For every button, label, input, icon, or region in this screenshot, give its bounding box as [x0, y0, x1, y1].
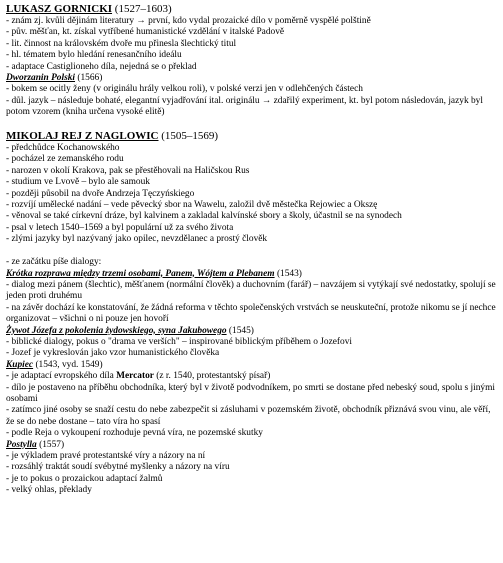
author-years: (1505–1569) — [158, 130, 219, 143]
list-item: - pův. měšťan, kt. získal vytříbené humanistické vzdělání v italské Padově — [6, 27, 285, 38]
author-years: (1527–1603) — [112, 3, 172, 15]
list-item — [6, 371, 503, 382]
list-item: - Jozef je vykreslován jako vzor humanistického člověka — [6, 348, 220, 359]
list-item: - rozvíjí umělecké nadání – vede pěvecký sbor na Wawelu, založil dvě městečka Rejowiec a Okszę — [6, 200, 378, 211]
intro-line: - ze začátku píše dialogy: — [6, 257, 102, 268]
list-item: - lit. činnost na královském dvoře mu přinesla šlechtický titul — [6, 38, 237, 49]
list-item: - důl. jazyk – následuje bohaté, elegantní vyjadřování ital. originálu → zdařilý experiment, kt. byl potom následován, jazyk byl potom vzorem (kniha určena vysoké elitě) — [6, 95, 483, 118]
list-item: - adaptace Castiglioneho díla, nejedná se o překlad — [6, 61, 197, 72]
list-item: - psal v letech 1540–1569 a byl populární už za svého života — [6, 222, 234, 233]
spacer — [6, 119, 503, 130]
list-item: - hl. tématem bylo hledání renesančního ideálu — [6, 50, 182, 61]
list-item: - biblické dialogy, pokus o "drama ve verších" – inspirované biblickým příběhem o Jozefovi — [6, 336, 353, 347]
work-heading — [6, 269, 503, 280]
work-title: Postylla — [6, 439, 37, 450]
list-item: - rozsáhlý traktát soudí svébytné myšlenky a názory na víru — [6, 462, 230, 473]
work-year: (1545) — [226, 325, 254, 336]
list-item: - dialog mezi pánem (šlechtic), měšťanem (normální člověk) a duchovním (farář) – navzájem si vytýkají své nedostatky, spolují se jeden proti druhému — [6, 279, 496, 302]
list-item: - znám zj. kvůli dějinám literatury → první, kdo vydal prozaické dílo v poměrně vyspělé polštině — [6, 16, 371, 26]
list-item: - bokem se ocitly ženy (v originálu hrály velkou roli), v polské verzi jen v odlehčených částech — [6, 84, 363, 95]
list-item: - později působil na dvoře Andrzeja Tęczyńskiego — [6, 188, 195, 199]
author-name: MIKOLAJ REJ Z NAGLOWIC — [6, 130, 159, 143]
work-heading — [6, 440, 503, 451]
list-item: - studium ve Lvově – bylo ale samouk — [6, 177, 150, 188]
list-item: - podle Reja o vykoupení rozhoduje pevná víra, ne pozemské skutky — [6, 428, 263, 439]
work-heading — [6, 73, 503, 84]
list-item: - předchůdce Kochanowského — [6, 143, 120, 154]
text-fragment: - je adaptací evropského díla — [6, 371, 117, 382]
list-item: - dílo je postaveno na příběhu obchodníka, který byl v životě podvodníkem, po smrti se dostane před nebeský soud, spolu s jinými osobami — [6, 382, 495, 404]
list-item: - zlými jazyky byl nazývaný jako opilec, nevzdělanec a prostý člověk — [6, 234, 268, 245]
work-title: Żywot Józefa z pokolenia żydowskiego, syna Jakubowego — [6, 325, 227, 336]
work-name: Mercator — [116, 371, 154, 382]
list-item: - narozen v okolí Krakova, pak se přestěhovali na Haličskou Rus — [6, 165, 250, 176]
work-title: Krótka rozprawa między trzemi osobami, Panem, Wójtem a Plebanem — [6, 268, 275, 279]
work-title: Dworzanin Polski — [6, 73, 76, 84]
work-year: (1543) — [274, 268, 302, 279]
work-year: (1566) — [75, 73, 103, 84]
section-heading-gornicki — [6, 3, 503, 16]
list-item: - je to pokus o prozaickou adaptací žalmů — [6, 473, 163, 484]
work-title: Kupiec — [6, 359, 34, 370]
spacer — [6, 246, 503, 257]
list-item: - velký ohlas, překlady — [6, 485, 92, 496]
text-fragment: (z r. 1540, protestantský písař) — [153, 371, 271, 382]
list-item: - je výkladem pravé protestantské víry a názory na ní — [6, 451, 206, 461]
list-item: - na závěr dochází ke konstatování, že žádná reforma v těchto společenských vrstvách se neuskuteční, protože nikomu se jí nechce organizovat – všichni o ni pouze jen hovoří — [6, 302, 496, 325]
list-item: - pocházel ze zemanského rodu — [6, 154, 124, 165]
work-heading — [6, 360, 503, 371]
work-year: (1557) — [36, 439, 65, 450]
work-year: (1543, vyd. 1549) — [33, 359, 103, 370]
list-item: - zatímco jiné osoby se snaží cestu do nebe zabezpečit si zásluhami v pozemském životě, obchodník přiznává svou vinu, ale věří, že se do nebe dostane – tato víra ho spasí — [6, 405, 491, 427]
list-item: - věnoval se také církevní dráze, byl kalvinem a zakladal kalvínské sbory a školy, účastnil se na synodech — [6, 211, 402, 222]
section-heading-rej — [6, 130, 503, 143]
author-name: LUKASZ GORNICKI — [6, 3, 113, 15]
work-heading — [6, 326, 503, 337]
